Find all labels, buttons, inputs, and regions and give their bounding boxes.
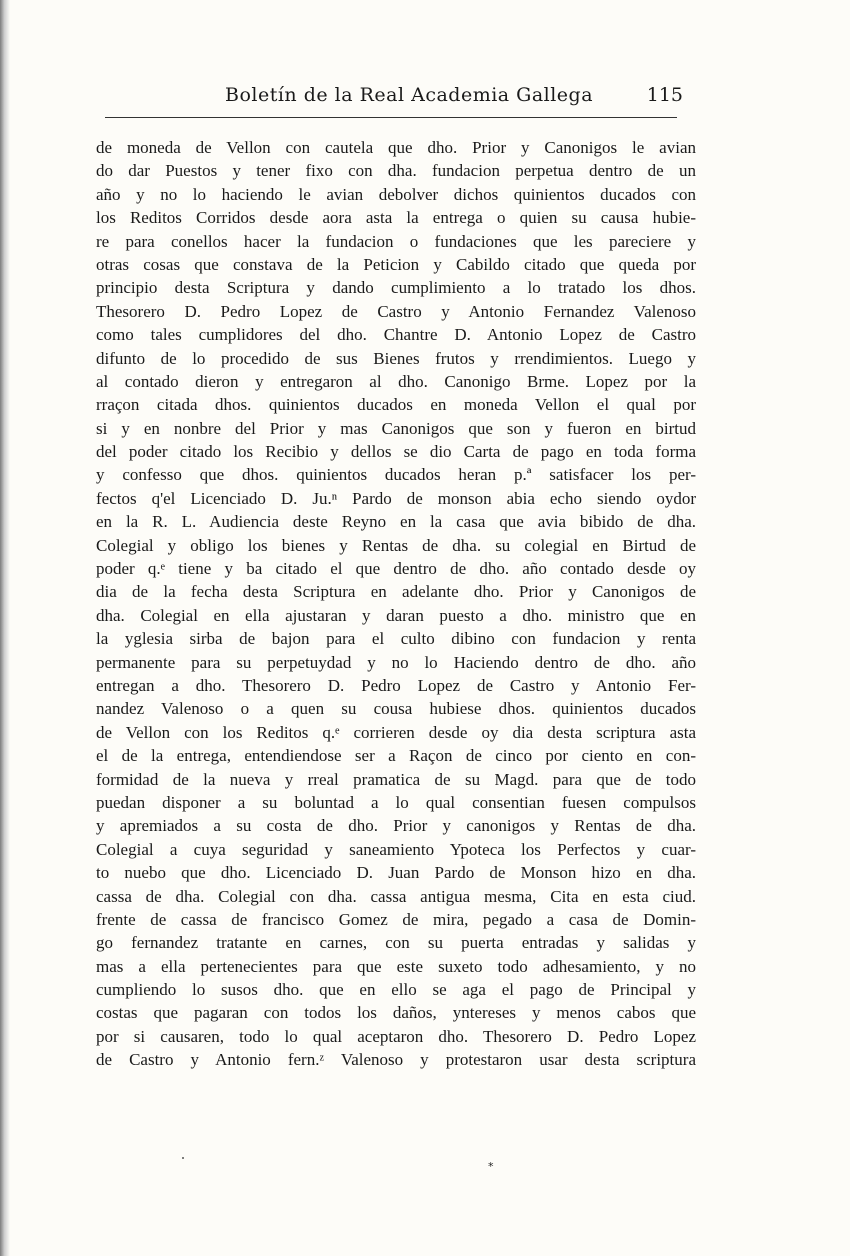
text-line: re para conellos hacer la fundacion o fundaciones que les pareciere y (96, 231, 696, 251)
running-head (105, 84, 685, 116)
text-line: permanente para su perpetuydad y no lo Haciendo dentro de dho. año (96, 652, 696, 672)
text-line: do dar Puestos y tener fixo con dha. fundacion perpetua dentro de un (96, 161, 696, 181)
text-line: cumpliendo lo susos dho. que en ello se aga el pago de Principal y (96, 980, 696, 1000)
text-line: la yglesia sirba de bajon para el culto dibino con fundacion y renta (96, 629, 696, 649)
body-text (96, 136, 696, 1072)
header-rule (105, 117, 677, 118)
footer-mark: * (488, 1160, 494, 1173)
text-line: frente de cassa de francisco Gomez de mira, pegado a casa de Domin- (96, 909, 696, 929)
text-line: de moneda de Vellon con cautela que dho. Prior y Canonigos le avian (96, 138, 696, 157)
text-line: to nuebo que dho. Licenciado D. Juan Pardo de Monson hizo en dha. (96, 863, 696, 883)
text-line: Colegial y obligo los bienes y Rentas de dha. su colegial en Birtud de (96, 535, 696, 555)
text-line: si y en nonbre del Prior y mas Canonigos que son y fueron en birtud (96, 418, 696, 438)
text-line: difunto de lo procedido de sus Bienes frutos y rrendimientos. Luego y (96, 348, 696, 368)
text-line: del poder citado los Recibio y dellos se dio Carta de pago en toda forma (96, 442, 696, 462)
text-line: el de la entrega, entendiendose ser a Raçon de cinco por ciento en con- (96, 746, 696, 766)
text-line: otras cosas que constava de la Peticion y Cabildo citado que queda por (96, 254, 696, 274)
text-line: go fernandez tratante en carnes, con su puerta entradas y salidas y (96, 933, 696, 953)
text-line: cassa de dha. Colegial con dha. cassa antigua mesma, Cita en esta ciud. (96, 886, 696, 906)
text-line: poder q.ᵉ tiene y ba citado el que dentro de dho. año contado desde oy (96, 559, 696, 579)
text-line: y confesso que dhos. quinientos ducados heran p.ª satisfacer los per- (96, 465, 696, 485)
text-line: de Castro y Antonio fern.ᶻ Valenoso y protestaron usar desta scriptura (96, 1050, 696, 1070)
text-line: puedan disponer a su boluntad a lo qual consentian fuesen compulsos (96, 792, 696, 812)
text-line: formidad de la nueva y rreal pramatica de su Magd. para que de todo (96, 769, 696, 789)
text-line: y apremiados a su costa de dho. Prior y canonigos y Rentas de dha. (96, 816, 696, 836)
text-line: Colegial a cuya seguridad y saneamiento Ypoteca los Perfectos y cuar- (96, 839, 696, 859)
page-number: 115 (646, 84, 683, 106)
text-line: principio desta Scriptura y dando cumplimiento a lo tratado los dhos. (96, 278, 696, 298)
print-speck (182, 1157, 184, 1159)
text-line: fectos q'el Licenciado D. Ju.ⁿ Pardo de monson abia echo siendo oydor (96, 488, 696, 508)
text-line: por si causaren, todo lo qual aceptaron dho. Thesorero D. Pedro Lopez (96, 1026, 696, 1046)
text-line: al contado dieron y entregaron al dho. Canonigo Brme. Lopez por la (96, 371, 696, 391)
text-line: dia de la fecha desta Scriptura en adelante dho. Prior y Canonigos de (96, 582, 696, 602)
text-line: año y no lo haciendo le avian debolver dichos quinientos ducados con (96, 184, 696, 204)
text-line: nandez Valenoso o a quen su cousa hubiese dhos. quinientos ducados (96, 699, 696, 719)
journal-title: Boletín de la Real Academia Gallega (225, 84, 594, 106)
text-line: en la R. L. Audiencia deste Reyno en la casa que avia bibido de dha. (96, 512, 696, 532)
text-line: Thesorero D. Pedro Lopez de Castro y Antonio Fernandez Valenoso (96, 301, 696, 321)
text-line: de Vellon con los Reditos q.ᵉ corrieren desde oy dia desta scriptura asta (96, 722, 696, 742)
text-line: rraçon citada dhos. quinientos ducados en moneda Vellon el qual por (96, 395, 696, 415)
text-line: costas que pagaran con todos los daños, yntereses y menos cabos que (96, 1003, 696, 1023)
text-line: los Reditos Corridos desde aora asta la entrega o quien su causa hubie- (96, 208, 696, 228)
text-line: mas a ella pertenecientes para que este suxeto todo adhesamiento, y no (96, 956, 696, 976)
page-edge-shadow (0, 0, 10, 1256)
text-line: dha. Colegial en ella ajustaran y daran puesto a dho. ministro que en (96, 605, 696, 625)
text-line: entregan a dho. Thesorero D. Pedro Lopez de Castro y Antonio Fer- (96, 675, 696, 695)
text-line: como tales cumplidores del dho. Chantre D. Antonio Lopez de Castro (96, 325, 696, 345)
